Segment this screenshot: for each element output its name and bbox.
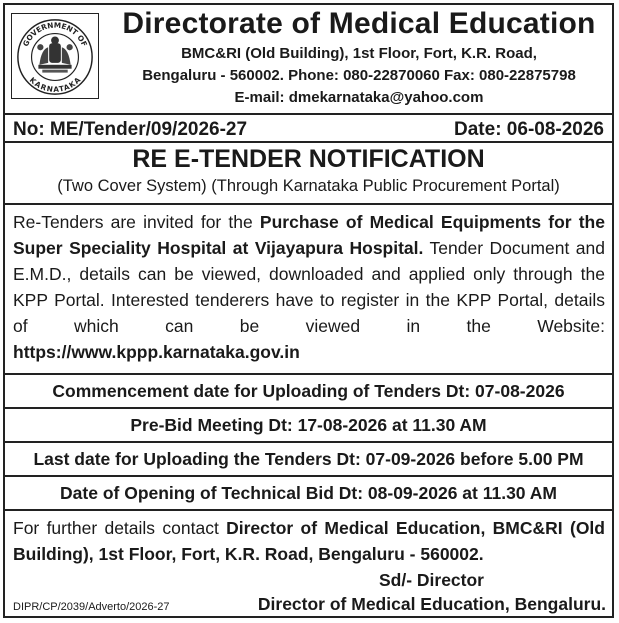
contact-paragraph <box>13 515 605 567</box>
karnataka-emblem-icon <box>11 13 99 99</box>
directorate-title: Directorate of Medical Education <box>122 7 596 40</box>
signatory-designation: Director of Medical Education, Bengaluru. <box>257 594 606 614</box>
notice-heading: RE E-TENDER NOTIFICATION <box>132 145 485 173</box>
contact-details: Director of Medical Education, BMC&RI (Old Building), 1st Floor, Fort, K.R. Road, Bengaluru - 560002. <box>13 518 605 564</box>
notice-date: Date: 06-08-2026 <box>454 119 604 140</box>
schedule-last-date: Last date for Uploading the Tenders Dt: 07-09-2026 before 5.00 PM <box>5 443 612 477</box>
email-line: E-mail: dmekarnataka@yahoo.com <box>234 89 484 106</box>
notice-paragraph <box>13 209 605 365</box>
signature-line: Sd/- Director <box>378 570 484 590</box>
advertisement-frame <box>3 3 614 618</box>
header <box>5 5 612 113</box>
schedule-prebid-meeting: Pre-Bid Meeting Dt: 17-08-2026 at 11.30 AM <box>5 409 612 443</box>
address-line-2: Bengaluru - 560002. Phone: 080-22870060 Fax: 080-22875798 <box>142 67 576 84</box>
dipr-reference: DIPR/CP/2039/Adverto/2026-27 <box>13 601 170 613</box>
body-rest: Tender Document and E.M.D., details can be viewed, downloaded and applied only through the KPP Portal. Interested tenderers have to register in the KPP Portal, details of which can be viewed in the Website: <box>13 238 605 336</box>
notice-subheading: (Two Cover System) (Through Karnataka Public Procurement Portal) <box>57 177 560 195</box>
svg-text:KARNATAKA: KARNATAKA <box>27 75 83 94</box>
reference-row <box>5 113 612 143</box>
tender-number: No: ME/Tender/09/2026-27 <box>13 119 248 140</box>
schedule-technical-bid-opening: Date of Opening of Technical Bid Dt: 08-09-2026 at 11.30 AM <box>5 477 612 511</box>
svg-text:GOVERNMENT OF: GOVERNMENT OF <box>20 20 90 48</box>
address-line-1: BMC&RI (Old Building), 1st Floor, Fort, K.R. Road, <box>181 45 537 62</box>
schedule-commencement: Commencement date for Uploading of Tenders Dt: 07-08-2026 <box>5 375 612 409</box>
notice-body <box>5 203 612 375</box>
portal-website-link[interactable]: https://www.kppp.karnataka.gov.in <box>13 342 300 362</box>
body-intro: Re-Tenders are invited for the <box>13 212 260 232</box>
contact-intro: For further details contact <box>13 518 227 538</box>
tender-subject: Purchase of Medical Equipments for the Super Speciality Hospital at Vijayapura Hospital. <box>13 212 605 258</box>
